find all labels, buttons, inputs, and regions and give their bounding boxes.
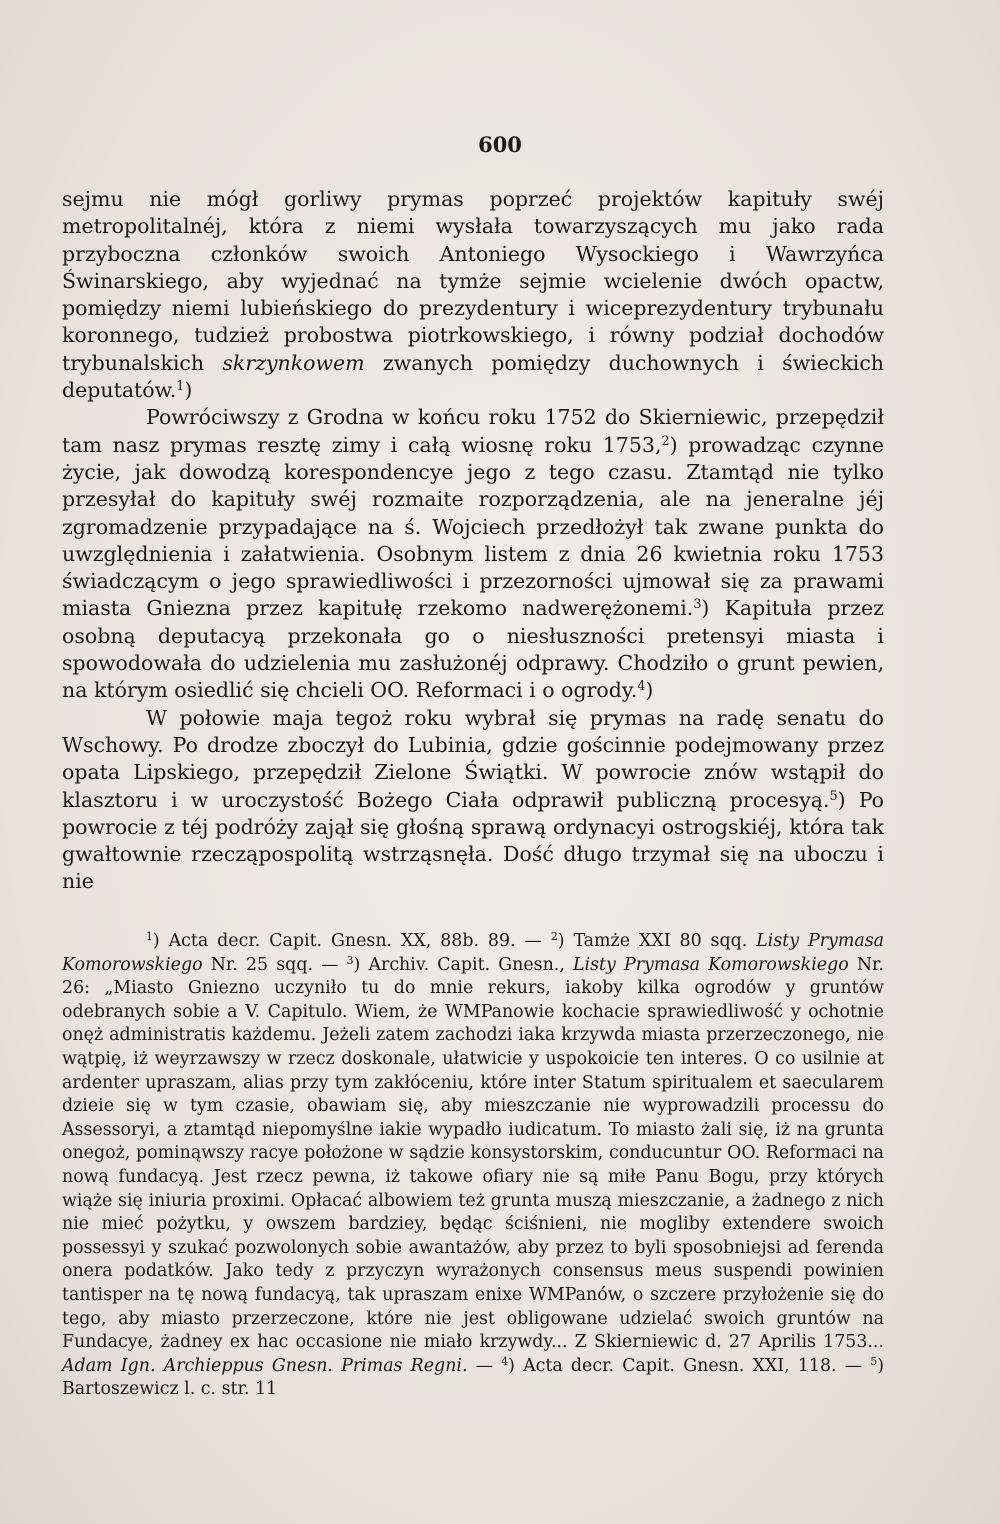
text-run: ) Kapituła przez osobną deputacyą przekonała go o niesłuszności pretensyi miasta i spowodowała do udzielenia mu zasłużonéj odprawy. Chodziło o grunt pewien, na którym osiedlić się chcieli OO. Reformaci i o ogrody. [62,596,884,703]
footnote-marker: 4 [501,1354,509,1368]
footnote-marker: 2 [661,432,670,448]
text-run: ) Po powrocie z téj podróży zajął się głośną sprawą ordynacyi ostrogskiéj, która tak gwałtownie rzecząpospolitą wstrząsnęła. Dość długo trzymał się na uboczu i nie [62,787,884,894]
italic-text: Listy Prymasa Komorowskiego [573,954,849,975]
paragraph [62,404,884,704]
footnote-marker: 5 [829,787,838,803]
footnote-marker: 3 [693,596,702,612]
text-run: ) [645,678,654,703]
footnote-marker: 5 [870,1354,878,1368]
text-run: Nr. 26: „Miasto Gniezno uczyniło tu do mnie rekurs, iakoby kilka ogrodów y gruntów odebranych sobie a V. Capitulo. Wiem, że WMPanowie kochacie sprawiedliwość y ochotnie onęż administratis każdemu. Jeżeli zatem zachodzi iaka krzywda miasta przerzeczonego, nie wątpię, iż weyrzawszy w rzecz doskonale, ułatwicie y uspokoicie ten interes. O co usilnie at ardenter upraszam, alias przy tym zakłóceniu, które inter Statum spiritualem et saecularem dzieie się w tym czasie, obawiam się, aby mieszczanie nie wyprowadzili processu do Assessoryi, a ztamtąd niepomyślne iakie wypadło iudicatum. To miasto żali się, iż na grunta onegoż, pominąwszy racye położone w sądzie konsystorskim, conducuntur OO. Reformaci na nową fundacyą. Jest rzecz pewna, iż takowe ofiary nie są miłe Panu Bogu, przy których wiąże się iniuria proximi. Opłacać albowiem też grunta muszą mieszczanie, a żadnego z nich nie mieć pożytku, y owszem bardziey, będąc ściśnieni, nie mogliby extendere swoich possessyi y szukać pozwolonych sobie awantażów, aby przez to byli sposobniejsi ad ferenda onera podatków. Jako tedy z przyczyn wyrażonych consensus meus suspendi powinien tantisper na tę nową fundacyą, tak upraszam enixe WMPanów, o szczere przyłożenie się do tego, aby miasto przerzeczone, które nie jest obligowane udzielać swoich gruntów na Fundacye, żadney ex hac occasione nie miało krzywdy... Z Skierniewic d. 27 Aprilis 1753... [62,954,884,1353]
page-number: 600 [478,132,522,157]
text-run: Powróciwszy z Grodna w końcu roku 1752 do Skierniewic, przepędził tam nasz prymas resztę zimy i całą wiosnę roku 1753, [62,405,884,457]
text-run: ) Acta decr. Capit. Gnesn. XX, 88b. 89. — [152,931,551,951]
footnote-marker: 1 [176,378,185,394]
text-run: Nr. 25 sqq. — [202,954,347,975]
paragraph [62,705,884,896]
italic-text: Listy Prymasa Komorowskiego [62,931,884,975]
footnote-marker: 4 [637,678,646,694]
text-run: ) Tamże XXI 80 sqq. [557,931,757,951]
footnote-block [62,930,884,1402]
text-run: ) Archiv. Capit. Gnesn., [353,954,573,975]
footnotes [62,930,884,1402]
text-run: W połowie maja tegoż roku wybrał się prymas na radę senatu do Wschowy. Po drodze zboczył do Lubinia, gdzie gościnnie podejmowany przez opata Lipskiego, przepędził Zielone Świątki. W powrocie znów wstąpił do klasztoru i w uroczystość Bożego Ciała odprawił publiczną procesyą. [62,705,884,812]
text-run: ) [184,378,193,403]
text-run: ) prowadząc czynne życie, jak dowodzą korespondencye jego z tego czasu. Ztamtąd nie tylko przesyłał do kapituły swéj rozmaite rozporządzenia, ale na jeneralne jéj zgromadzenie przypadające na ś. Wojciech przedłożył tak zwane punkta do uwzględnienia i załatwienia. Osobnym listem z dnia 26 kwietnia roku 1753 świadczącym o jego sprawiedliwości i przezorności ujmował się za prawami miasta Gniezna przez kapitułę rzekomo nadwerężonemi. [62,432,885,621]
footnote-marker: 1 [146,930,153,944]
italic-text: Adam Ign. Archieppus Gnesn. Primas Regni. [62,1355,468,1376]
text-run: sejmu nie mógł gorliwy prymas poprzeć projektów kapituły swéj metropolitalnéj, która z niemi wysłała towarzyszących mu jako rada przyboczna członków swoich Antoniego Wysockiego i Wawrzyńca Świnarskiego, aby wyjednać na tymże sejmie wcielenie dwóch opactw, pomiędzy niemi lubieńskiego do prezydentury i wiceprezydentury trybunału koronnego, tudzież probostwa piotrkowskiego, i równy podział dochodów trybunalskich [62,187,884,375]
text-run: ) Bartoszewicz l. c. str. 11 [62,1355,884,1400]
text-run: ) Acta decr. Capit. Gnesn. XXI, 118. — [508,1355,871,1376]
main-text [62,186,884,896]
footnote-marker: 2 [550,930,558,944]
paragraph [62,186,884,404]
footnote-marker: 3 [346,953,354,967]
italic-text: skrzynkowem [222,350,365,375]
text-run: zwanych pomiędzy duchownych i świeckich deputatów. [62,350,885,403]
text-run: — [467,1355,502,1376]
